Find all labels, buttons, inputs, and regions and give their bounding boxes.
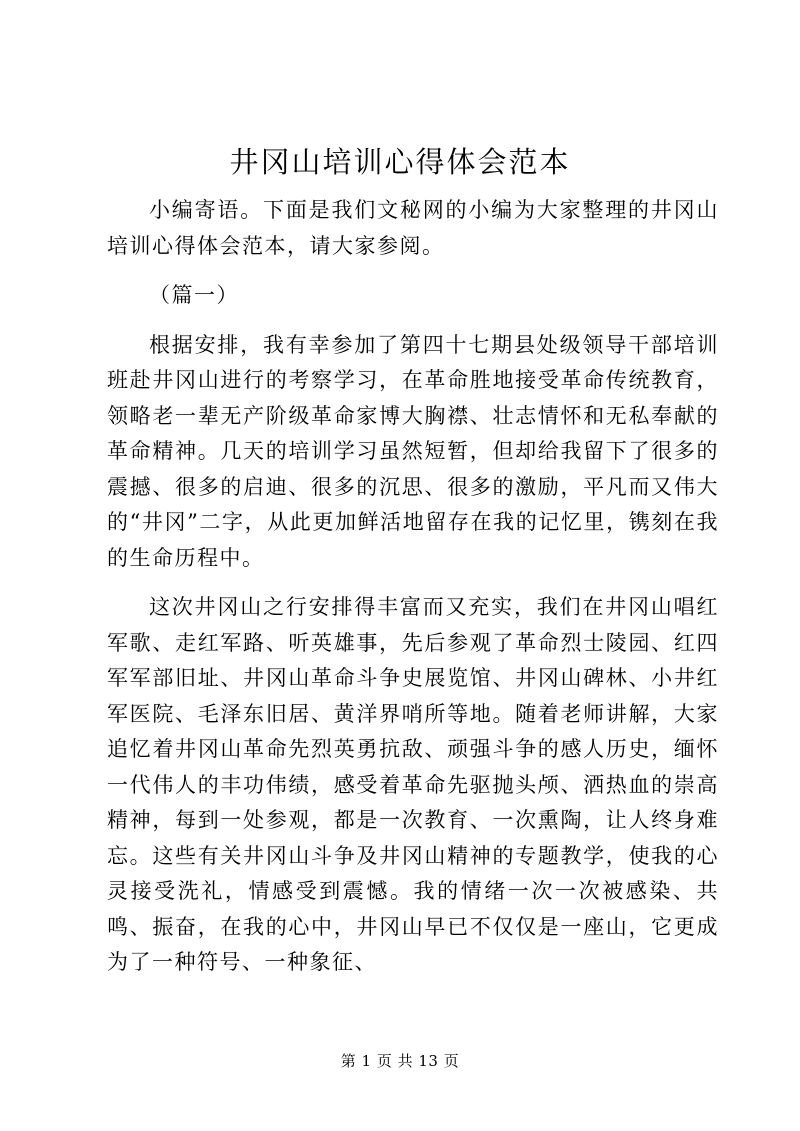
document-body: [107, 193, 719, 981]
intro-paragraph: 小编寄语。下面是我们文秘网的小编为大家整理的井冈山培训心得体会范本，请大家参阅。: [107, 198, 719, 258]
body-paragraph: 根据安排，我有幸参加了第四十七期县处级领导干部培训班赴井冈山进行的考察学习，在革命胜地接受革命传统教育，领略老一辈无产阶级革命家博大胸襟、壮志情怀和无私奉献的革命精神。几天的培训学习虽然短暂，但却给我留下了很多的震撼、很多的启迪、很多的沉思、很多的激励，平凡而又伟大的“井冈”二字，从此更加鲜活地留存在我的记忆里，镌刻在我的生命历程中。: [107, 332, 719, 570]
page-number-footer: 第 1 页 共 13 页: [340, 1052, 460, 1070]
document-title: 井冈山培训心得体会范本: [229, 145, 571, 179]
body-paragraph: 这次井冈山之行安排得丰富而又充实，我们在井冈山唱红军歌、走红军路、听英雄事，先后参观了革命烈士陵园、红四军军部旧址、井冈山革命斗争史展览馆、井冈山碑林、小井红军医院、毛泽东旧居、黄洋界哨所等地。随着老师讲解，大家追忆着井冈山革命先烈英勇抗敌、顽强斗争的感人历史，缅怀一代伟人的丰功伟绩，感受着革命先驱抛头颅、洒热血的崇高精神，每到一处参观，都是一次教育、一次熏陶，让人终身难忘。这些有关井冈山斗争及井冈山精神的专题教学，使我的心灵接受洗礼，情感受到震憾。我的情绪一次一次被感染、共鸣、振奋，在我的心中，井冈山早已不仅仅是一座山，它更成为了一种符号、一种象征、: [107, 595, 719, 974]
section-heading: （篇一）: [149, 283, 239, 307]
